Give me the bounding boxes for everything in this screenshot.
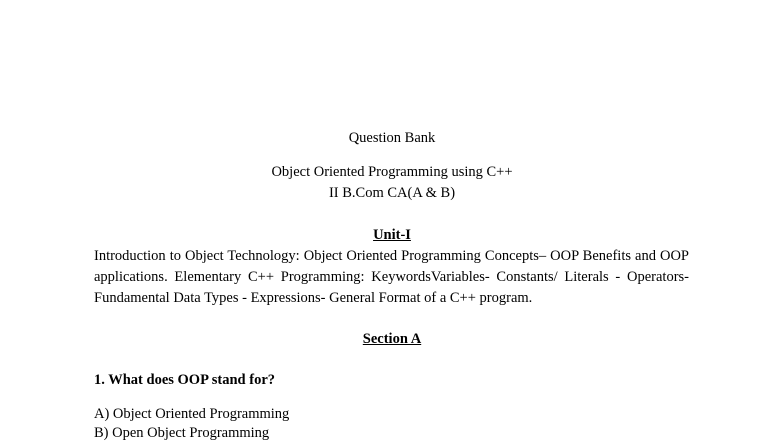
question-1-option-b: B) Open Object Programming [94,425,270,441]
unit-description: Introduction to Object Technology: Object Oriented Programming Concepts– OOP Benefits and OOP applications. Elementary C++ Programming: KeywordsVariables- Constants/ Literals - Operators- Fundamental Data Types - Expressions- General Format of a C++ program. [94,248,689,306]
class-title: II B.Com CA(A & B) [328,185,456,201]
question-1-option-a: A) Object Oriented Programming [94,406,290,422]
unit-heading: Unit-I [373,227,411,243]
subject-title: Object Oriented Programming using C++ [271,164,513,180]
question-1-text: 1. What does OOP stand for? [94,372,276,388]
document-title: Question Bank [348,130,436,146]
section-heading: Section A [362,331,422,347]
